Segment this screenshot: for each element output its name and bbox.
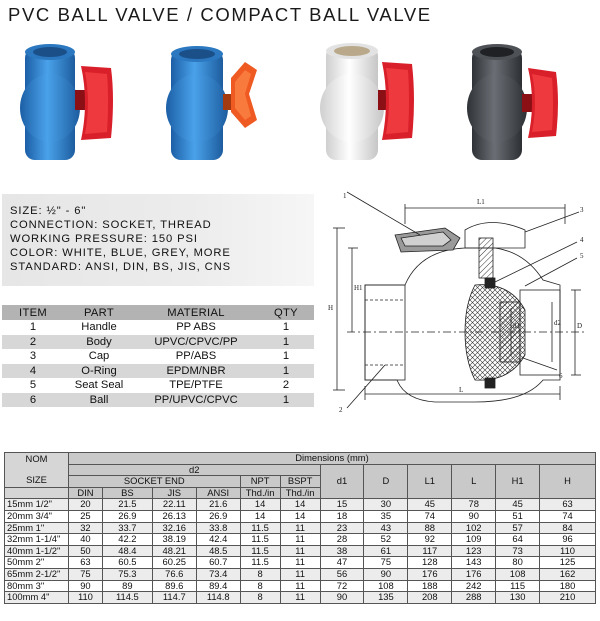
dims-row <box>5 510 596 522</box>
parts-cell-qty: 1 <box>258 364 314 379</box>
dims-header-bs: BS <box>102 487 152 499</box>
parts-cell-item: 6 <box>2 393 64 408</box>
dims-cell-h: 63 <box>540 499 596 511</box>
dims-cell-d1: 18 <box>320 510 364 522</box>
dims-cell-l1: 117 <box>408 545 452 557</box>
dims-row <box>5 568 596 580</box>
dims-cell-npt: 8 <box>240 580 280 592</box>
parts-row <box>2 349 314 364</box>
parts-cell-qty: 1 <box>258 349 314 364</box>
parts-cell-material: TPE/PTFE <box>134 378 258 393</box>
parts-row <box>2 364 314 379</box>
dims-header-D: D <box>364 464 408 499</box>
valve-grey-red-image <box>460 38 570 178</box>
dims-cell-d1: 28 <box>320 534 364 546</box>
dims-cell-jis: 89.6 <box>152 580 196 592</box>
dims-header-nom-label: NOM <box>25 453 48 465</box>
dims-cell-ansi: 48.5 <box>196 545 240 557</box>
dims-cell-din: 90 <box>68 580 102 592</box>
parts-table <box>2 305 314 407</box>
dims-header-dimensions: Dimensions (mm) <box>68 453 595 465</box>
dims-cell-h: 210 <box>540 592 596 604</box>
dims-cell-h1: 73 <box>496 545 540 557</box>
dims-cell-h1: 45 <box>496 499 540 511</box>
dims-cell-ansi: 60.7 <box>196 557 240 569</box>
dims-cell-npt: 8 <box>240 592 280 604</box>
dims-header-L1: L1 <box>408 464 452 499</box>
dims-cell-din: 20 <box>68 499 102 511</box>
dims-cell-d1: 90 <box>320 592 364 604</box>
parts-header-part: PART <box>64 305 134 320</box>
spec-standard: STANDARD: ANSI, DIN, BS, JIS, CNS <box>10 261 231 273</box>
cross-section-drawing <box>325 190 595 415</box>
dims-cell-size: 100mm 4" <box>5 592 69 604</box>
dims-cell-h1: 130 <box>496 592 540 604</box>
dims-cell-npt: 11.5 <box>240 522 280 534</box>
page-title: PVC BALL VALVE / COMPACT BALL VALVE <box>8 4 432 25</box>
dims-header-jis: JIS <box>152 487 196 499</box>
parts-cell-material: EPDM/NBR <box>134 364 258 379</box>
parts-cell-part: Seat Seal <box>64 378 134 393</box>
spec-size: SIZE: ½" - 6" <box>10 205 87 217</box>
dims-cell-size: 80mm 3" <box>5 580 69 592</box>
dims-header-npt: NPT <box>240 476 280 488</box>
parts-cell-item: 1 <box>2 320 64 335</box>
dims-row <box>5 580 596 592</box>
dims-cell-bs: 48.4 <box>102 545 152 557</box>
dims-header-row-2 <box>5 464 596 476</box>
parts-cell-qty: 1 <box>258 335 314 350</box>
dim-d2-label: d2 <box>554 319 561 327</box>
dims-header-nom <box>5 453 69 488</box>
dims-cell-ansi: 89.4 <box>196 580 240 592</box>
dims-cell-h1: 80 <box>496 557 540 569</box>
dim-d1-label: d1 <box>513 322 520 330</box>
dims-cell-npt: 14 <box>240 510 280 522</box>
dims-cell-jis: 26.13 <box>152 510 196 522</box>
dims-cell-size: 65mm 2-1/2" <box>5 568 69 580</box>
dims-cell-jis: 76.6 <box>152 568 196 580</box>
dims-cell-ansi: 33.8 <box>196 522 240 534</box>
parts-row <box>2 335 314 350</box>
dims-cell-h: 74 <box>540 510 596 522</box>
dims-cell-ansi: 73.4 <box>196 568 240 580</box>
dims-cell-l1: 128 <box>408 557 452 569</box>
dims-cell-l: 78 <box>452 499 496 511</box>
dims-cell-bspt: 11 <box>280 568 320 580</box>
product-photos <box>0 38 600 183</box>
dims-cell-npt: 11.5 <box>240 557 280 569</box>
dims-cell-ansi: 26.9 <box>196 510 240 522</box>
dims-cell-jis: 48.21 <box>152 545 196 557</box>
dims-header-din: DIN <box>68 487 102 499</box>
parts-cell-part: Cap <box>64 349 134 364</box>
dims-cell-h: 96 <box>540 534 596 546</box>
dims-cell-l1: 188 <box>408 580 452 592</box>
dims-header-size-label: SIZE <box>26 473 47 485</box>
dims-cell-d1: 72 <box>320 580 364 592</box>
callout-3: 3 <box>580 206 584 214</box>
parts-cell-item: 5 <box>2 378 64 393</box>
dim-d-label: D <box>577 322 583 330</box>
parts-cell-item: 2 <box>2 335 64 350</box>
dims-row <box>5 557 596 569</box>
dims-cell-size: 40mm 1-1/2" <box>5 545 69 557</box>
dims-cell-ansi: 21.6 <box>196 499 240 511</box>
dims-cell-npt: 8 <box>240 568 280 580</box>
dims-cell-d1: 15 <box>320 499 364 511</box>
dims-cell-h1: 108 <box>496 568 540 580</box>
parts-cell-material: UPVC/CPVC/PP <box>134 335 258 350</box>
dims-cell-jis: 22.11 <box>152 499 196 511</box>
dims-cell-h: 110 <box>540 545 596 557</box>
valve-blue-orange-image <box>163 38 273 178</box>
dims-body <box>5 499 596 603</box>
parts-cell-item: 4 <box>2 364 64 379</box>
dims-row <box>5 592 596 604</box>
dims-cell-jis: 114.7 <box>152 592 196 604</box>
parts-row <box>2 393 314 408</box>
dims-cell-l: 242 <box>452 580 496 592</box>
dims-cell-din: 32 <box>68 522 102 534</box>
dims-cell-h: 180 <box>540 580 596 592</box>
dims-cell-h: 162 <box>540 568 596 580</box>
parts-cell-part: Handle <box>64 320 134 335</box>
dims-cell-ansi: 114.8 <box>196 592 240 604</box>
dims-cell-d: 135 <box>364 592 408 604</box>
dims-cell-size: 15mm 1/2" <box>5 499 69 511</box>
dims-cell-d1: 23 <box>320 522 364 534</box>
callout-4: 4 <box>580 236 584 244</box>
parts-cell-part: Ball <box>64 393 134 408</box>
dims-cell-l: 102 <box>452 522 496 534</box>
dims-cell-d: 75 <box>364 557 408 569</box>
dims-cell-l: 288 <box>452 592 496 604</box>
dim-l1-label: L1 <box>477 198 485 206</box>
dims-cell-h1: 64 <box>496 534 540 546</box>
dims-cell-bs: 26.9 <box>102 510 152 522</box>
parts-header-qty: QTY <box>258 305 314 320</box>
dims-cell-bs: 42.2 <box>102 534 152 546</box>
dims-header-bspt: BSPT <box>280 476 320 488</box>
dims-cell-bspt: 11 <box>280 557 320 569</box>
dims-cell-npt: 11.5 <box>240 545 280 557</box>
dims-cell-bs: 89 <box>102 580 152 592</box>
parts-cell-part: O-Ring <box>64 364 134 379</box>
dims-cell-bs: 75.3 <box>102 568 152 580</box>
parts-row <box>2 320 314 335</box>
callout-6: 6 <box>559 372 563 380</box>
dims-cell-bspt: 11 <box>280 534 320 546</box>
parts-cell-qty: 2 <box>258 378 314 393</box>
dims-cell-l: 123 <box>452 545 496 557</box>
dims-cell-l1: 208 <box>408 592 452 604</box>
dims-cell-l1: 45 <box>408 499 452 511</box>
dims-cell-jis: 60.25 <box>152 557 196 569</box>
dims-cell-l: 143 <box>452 557 496 569</box>
dims-cell-d1: 47 <box>320 557 364 569</box>
dims-cell-bspt: 11 <box>280 580 320 592</box>
dims-cell-ansi: 42.4 <box>196 534 240 546</box>
dims-cell-bspt: 14 <box>280 510 320 522</box>
dims-cell-d: 108 <box>364 580 408 592</box>
parts-header-row <box>2 305 314 320</box>
dims-header-d1: d1 <box>320 464 364 499</box>
dims-header-row-1 <box>5 453 596 465</box>
dims-header-ansi: ANSI <box>196 487 240 499</box>
parts-cell-material: PP/UPVC/CPVC <box>134 393 258 408</box>
parts-header-item: ITEM <box>2 305 64 320</box>
dims-cell-h1: 57 <box>496 522 540 534</box>
dims-cell-d: 52 <box>364 534 408 546</box>
parts-cell-qty: 1 <box>258 320 314 335</box>
dims-cell-bs: 60.5 <box>102 557 152 569</box>
parts-cell-material: PP/ABS <box>134 349 258 364</box>
dims-cell-d: 90 <box>364 568 408 580</box>
dims-row <box>5 522 596 534</box>
spec-connection: CONNECTION: SOCKET, THREAD <box>10 219 212 231</box>
dims-cell-d: 30 <box>364 499 408 511</box>
dims-cell-din: 25 <box>68 510 102 522</box>
dims-cell-jis: 38.19 <box>152 534 196 546</box>
dims-cell-bspt: 11 <box>280 592 320 604</box>
dims-cell-h: 84 <box>540 522 596 534</box>
callout-1: 1 <box>343 192 347 200</box>
valve-white-red-image <box>312 38 422 178</box>
dims-cell-l: 176 <box>452 568 496 580</box>
dims-cell-l1: 176 <box>408 568 452 580</box>
dims-header-bspt-thd: Thd./in <box>280 487 320 499</box>
valve-blue-red-image <box>15 38 125 178</box>
dims-cell-d: 35 <box>364 510 408 522</box>
dims-row <box>5 499 596 511</box>
dims-cell-l1: 92 <box>408 534 452 546</box>
dims-cell-bspt: 11 <box>280 545 320 557</box>
dims-cell-bspt: 14 <box>280 499 320 511</box>
dims-cell-h1: 51 <box>496 510 540 522</box>
dims-header-d2: d2 <box>68 464 320 476</box>
parts-row <box>2 378 314 393</box>
dims-cell-d1: 38 <box>320 545 364 557</box>
dims-cell-size: 20mm 3/4" <box>5 510 69 522</box>
dims-cell-din: 63 <box>68 557 102 569</box>
parts-header-material: MATERIAL <box>134 305 258 320</box>
dims-cell-bspt: 11 <box>280 522 320 534</box>
dims-row <box>5 545 596 557</box>
dims-cell-din: 110 <box>68 592 102 604</box>
dims-header-npt-thd: Thd./in <box>240 487 280 499</box>
callout-2: 2 <box>339 406 343 414</box>
dims-cell-din: 40 <box>68 534 102 546</box>
dims-cell-bs: 114.5 <box>102 592 152 604</box>
parts-cell-qty: 1 <box>258 393 314 408</box>
dim-h-label: H <box>328 304 334 312</box>
dims-header-size-spacer <box>5 487 69 499</box>
dims-cell-h: 125 <box>540 557 596 569</box>
dim-h1-label: H1 <box>354 284 363 292</box>
dims-row <box>5 534 596 546</box>
parts-cell-item: 3 <box>2 349 64 364</box>
dims-cell-d: 61 <box>364 545 408 557</box>
dims-cell-l: 90 <box>452 510 496 522</box>
spec-color: COLOR: WHITE, BLUE, GREY, MORE <box>10 247 231 259</box>
dims-cell-l1: 88 <box>408 522 452 534</box>
dims-cell-l: 109 <box>452 534 496 546</box>
dims-header-H1: H1 <box>496 464 540 499</box>
dims-header-L: L <box>452 464 496 499</box>
dims-cell-din: 50 <box>68 545 102 557</box>
dimensions-table <box>4 452 596 604</box>
dims-cell-npt: 14 <box>240 499 280 511</box>
spec-pressure: WORKING PRESSURE: 150 PSI <box>10 233 198 245</box>
dims-cell-size: 50mm 2" <box>5 557 69 569</box>
dims-cell-h1: 115 <box>496 580 540 592</box>
dims-cell-d1: 56 <box>320 568 364 580</box>
dims-cell-l1: 74 <box>408 510 452 522</box>
specs-panel <box>2 194 314 286</box>
callout-5: 5 <box>580 252 584 260</box>
dims-cell-size: 32mm 1-1/4" <box>5 534 69 546</box>
parts-cell-part: Body <box>64 335 134 350</box>
dims-cell-size: 25mm 1" <box>5 522 69 534</box>
dim-l-label: L <box>459 386 464 394</box>
dims-cell-bs: 21.5 <box>102 499 152 511</box>
dims-cell-npt: 11.5 <box>240 534 280 546</box>
dims-cell-d: 43 <box>364 522 408 534</box>
dims-cell-jis: 32.16 <box>152 522 196 534</box>
dims-cell-din: 75 <box>68 568 102 580</box>
dims-header-socket-end: SOCKET END <box>68 476 240 488</box>
parts-cell-material: PP ABS <box>134 320 258 335</box>
dims-cell-bs: 33.7 <box>102 522 152 534</box>
dims-header-H: H <box>540 464 596 499</box>
